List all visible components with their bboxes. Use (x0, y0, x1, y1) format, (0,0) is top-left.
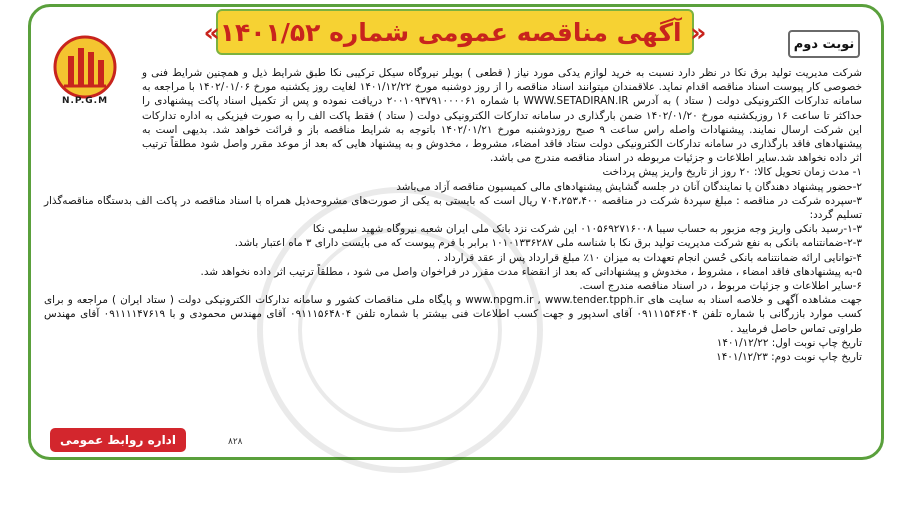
intro-paragraph: شرکت مدیریت تولید برق نکا در نظر دارد نسبت به خرید لوازم یدکی مورد نیاز ( قطعی ) بویلر نیروگاه سیکل ترکیبی نکا طبق شرایط ذیل و همچنین شرایط فنی و خصوصی کار پیوست اسناد مناقصه اقدام نماید. علاقمندان میتوانند اسناد مناقصه را از روز دوشنبه مورخ ۱۴۰۱/۱۲/۲۲ لغایت روز یکشنبه مورخ ۱۴۰۲/۰۱/۰۶ با مراجعه به سامانه تدارکات الکترونیکی دولت ( ستاد ) به آدرس WWW.SETADIRAN.IR با شماره ۲۰۰۱۰۹۳۷۹۱۰۰۰۰۶۱ دریافت نموده و پس از تکمیل اسناد پاکت پیشنهادی را حداکثر تا ساعت ۱۶ روزیکشنبه مورخ ۱۴۰۲/۰۱/۲۰ ضمن بارگذاری در سامانه تدارکات الکترونیکی دولت ( ستاد ) فقط پاکت الف را به صورت فیزیکی به اداره تدارکات این شرکت ارسال نمایند. پیشنهادات واصله راس ساعت ۹ صبح روزدوشنبه مورخ ۱۴۰۲/۰۱/۲۱ باتوجه به شرایط مناقصه باز و قرائت خواهد شد. بدیهی است به پیشنهادهای فاقد بارگذاری در سامانه تدارکات الکترونیکی دولت ستاد فاقد امضاء، مشروط ، مخدوش و به پیشنهاد هایی که بعد از موعد مقرر واصل شود مطلقاً ترتیب اثر داده نخواهد شد.سایر اطلاعات و جزئیات مربوطه در اسناد مناقصه مندرج می باشد. (142, 67, 862, 165)
department-label: اداره روابط عمومی (60, 433, 176, 447)
condition-item-5: ۵-به پیشنهادهای فاقد امضاء ، مشروط ، مخدوش و پیشنهاداتی که بعد از انقضاء مدت مقرر در فراخوان واصل می شود ، مطلقاً ترتیب اثر داده نخواهد شد. (200, 265, 862, 278)
stage-label: نوبت دوم (793, 36, 855, 52)
notice-title: « آگهی مناقصه عمومی شماره ۱۴۰۱/۵۲» (203, 17, 707, 47)
print-date-second: تاریخ چاپ نوبت دوم: ۱۴۰۱/۱۲/۲۳ (716, 351, 862, 364)
condition-item-1: ۱- مدت زمان تحویل کالا: ۲۰ روز از تاریخ واریز پیش پرداخت (602, 166, 862, 179)
logo-caption: N.P.G.M (61, 96, 109, 106)
notice-code: ۸۲۸ (228, 437, 243, 447)
condition-item-4: ۴-توانایی ارائه ضمانتنامه بانکی حُسن انجام تعهدات به میزان ۱۰٪ مبلغ قرارداد پس از عقد قرارداد . (436, 251, 862, 264)
condition-item-3-1: ۱-۳-رسید بانکی واریز وجه مزبور به حساب سیبا ۰۱۰۵۶۹۲۷۱۶۰۰۸ این شرکت نزد بانک ملی ایران شعبه نیروگاه شهید سلیمی نکا (312, 223, 862, 236)
condition-item-3-2: ۲-۳-ضمانتنامه بانکی به نفع شرکت مدیریت تولید برق نکا با شناسه ملی ۱۰۱۰۱۳۳۶۲۸۷ برابر با فرم پیوست که می بایست دارای ۳ ماه اعتبار باشد. (234, 237, 862, 250)
title-banner (203, 9, 707, 55)
contact-paragraph: جهت مشاهده آگهی و خلاصه اسناد به سایت های www.npgm.ir , www.tender.tpph.ir و پایگاه ملی مناقصات کشور و سامانه تدارکات الکترونیکی دولت ( ستاد ایران ) مراجعه و برای کسب موارد بازرگانی با شماره تلفن ۰۹۱۱۱۵۴۶۴۰۴ آقای اسدپور و جهت کسب اطلاعات فنی بیشتر با شماره تلفن ۰۹۱۱۱۵۶۴۸۰۴ آقای مهندس محمودی و با ۰۹۱۱۱۱۴۷۶۱۹ آقای مهندس طراوتی تماس حاصل فرمایید . (44, 294, 862, 335)
condition-item-3: ۳-سپرده شرکت در مناقصه : مبلغ سپردهٔ شرکت در مناقصه ۷۰۴،۲۵۳،۴۰۰ ریال است که بایستی به یکی از صورت‌های مشروحه‌ذیل همراه با اسناد مناقصه در پاکت الف بدستگاه مناقصه‌گذار تسلیم گردد: (44, 194, 863, 222)
notice-body (44, 66, 862, 364)
stage-badge (788, 30, 860, 58)
condition-item-2: ۲-حضور پیشنهاد دهندگان یا نمایندگان آنان در جلسه گشایش پیشنهادهای مالی کمیسیون مناقصه آزاد می‌باشد (396, 180, 862, 193)
print-date-first: تاریخ چاپ نوبت اول: ۱۴۰۱/۱۲/۲۲ (716, 336, 862, 349)
condition-item-6: ۶-سایر اطلاعات و جزئیات مربوط ، در اسناد مناقصه مندرج است. (579, 280, 862, 293)
public-relations-badge (50, 428, 186, 452)
